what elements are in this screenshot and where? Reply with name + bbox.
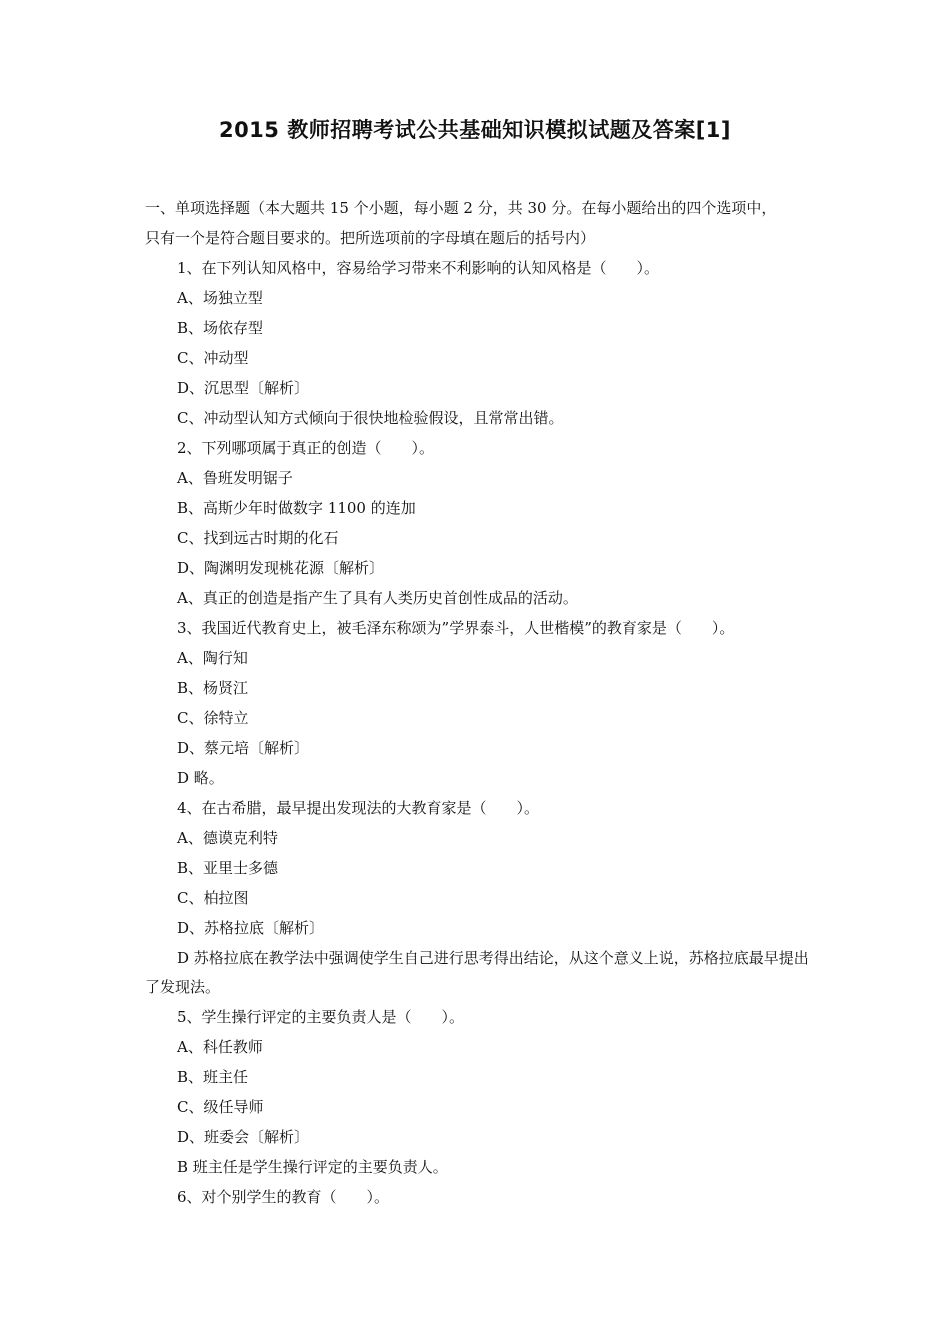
text-line: C、柏拉图	[177, 889, 249, 907]
text-line: A、真正的创造是指产生了具有人类历史首创性成品的活动。	[177, 589, 578, 607]
intro-line: 只有一个是符合题目要求的。把所选项前的字母填在题后的括号内）	[145, 229, 596, 247]
text-line: B、班主任	[177, 1068, 249, 1086]
text-line: A、场独立型	[177, 289, 263, 307]
text-line: 1、在下列认知风格中，容易给学习带来不利影响的认知风格是（ ）。	[177, 259, 660, 277]
answer-paragraph: D 苏格拉底在教学法中强调使学生自己进行思考得出结论，从这个意义上说，苏格拉底最早提出了发现法。	[145, 949, 809, 996]
intro-line: 一、单项选择题（本大题共 15 个小题，每小题 2 分，共 30 分。在每小题给出的四个选项中，	[145, 199, 777, 217]
text-line: B、场依存型	[177, 319, 264, 337]
text-line: 5、学生操行评定的主要负责人是（ ）。	[177, 1008, 465, 1026]
text-line: B、亚里士多德	[177, 859, 279, 877]
text-line: C、找到远古时期的化石	[177, 529, 339, 547]
text-line: B、高斯少年时做数字 1100 的连加	[177, 499, 416, 517]
text-line: 2、下列哪项属于真正的创造（ ）。	[177, 439, 435, 457]
text-line: A、德谟克利特	[177, 829, 278, 847]
text-line: 3、我国近代教育史上，被毛泽东称颂为”学界泰斗，人世楷模”的教育家是（ ）。	[177, 619, 735, 637]
text-line: A、鲁班发明锯子	[177, 469, 293, 487]
text-line: B、杨贤江	[177, 679, 249, 697]
question-list	[145, 253, 815, 1212]
text-line: 6、对个别学生的教育（ ）。	[177, 1188, 390, 1206]
text-line: D、苏格拉底〔解析〕	[177, 919, 325, 937]
section-intro	[145, 193, 815, 253]
text-line: C、级任导师	[177, 1098, 264, 1116]
text-line: C、冲动型	[177, 349, 249, 367]
text-line: A、科任教师	[177, 1038, 263, 1056]
text-line: D、沉思型〔解析〕	[177, 379, 310, 397]
text-line: C、冲动型认知方式倾向于很快地检验假设，且常常出错。	[177, 409, 564, 427]
document-title: 2015 教师招聘考试公共基础知识模拟试题及答案[1]	[218, 118, 732, 142]
text-line: C、徐特立	[177, 709, 249, 727]
text-line: D、班委会〔解析〕	[177, 1128, 310, 1146]
text-line: A、陶行知	[177, 649, 248, 667]
text-line: 4、在古希腊，最早提出发现法的大教育家是（ ）。	[177, 799, 540, 817]
text-line: D 略。	[177, 769, 224, 787]
text-line: D、蔡元培〔解析〕	[177, 739, 310, 757]
text-line: B 班主任是学生操行评定的主要负责人。	[177, 1158, 448, 1176]
text-line: D、陶渊明发现桃花源〔解析〕	[177, 559, 385, 577]
